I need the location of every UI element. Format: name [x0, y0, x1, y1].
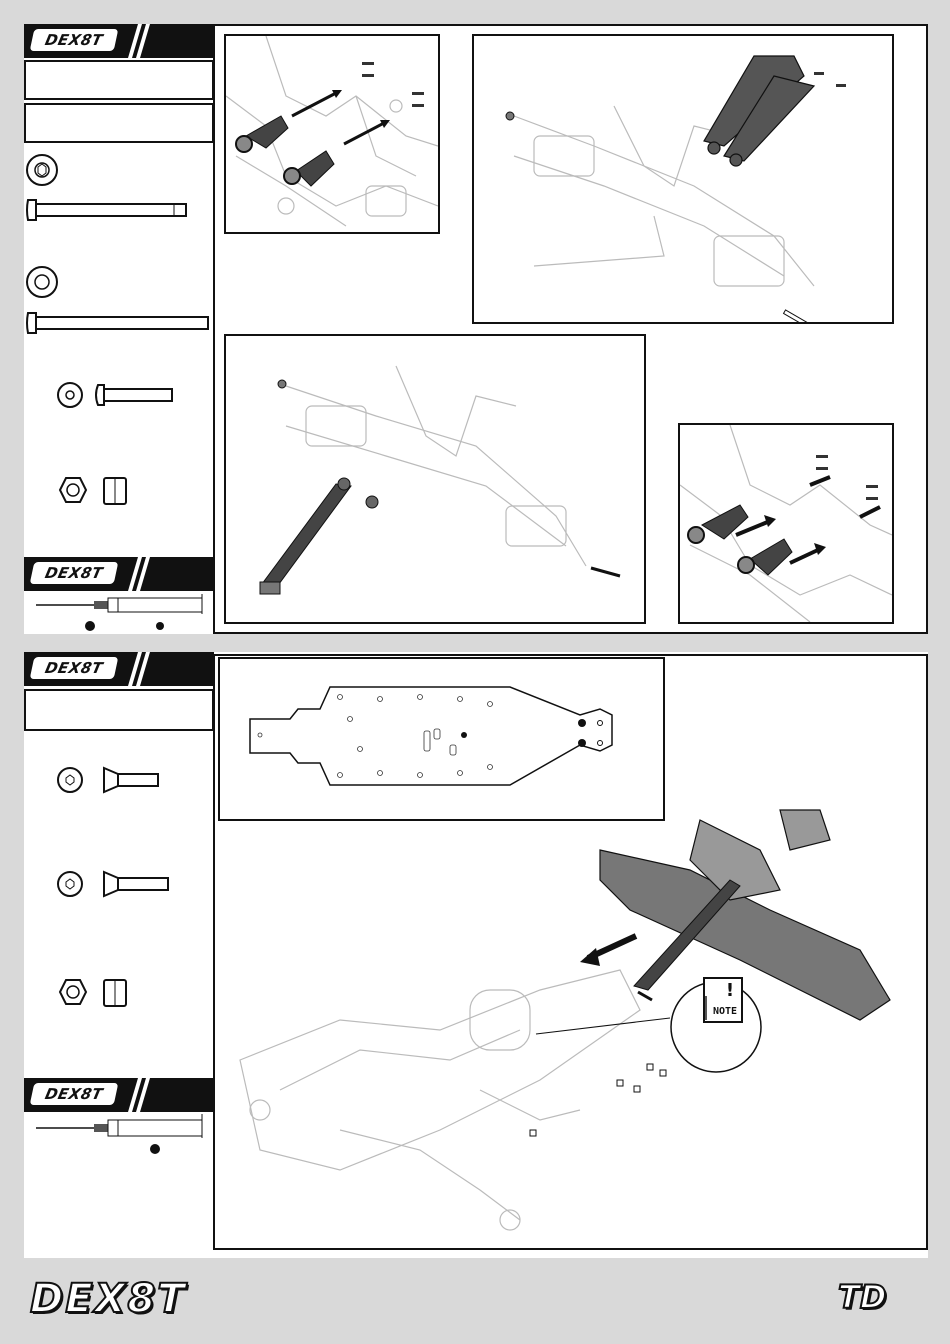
tool-logo-bar-2: [24, 1078, 214, 1112]
countersunk-screw-icon-2: [58, 872, 168, 896]
nut-icon: [60, 980, 126, 1006]
bracket-icon: [688, 505, 792, 575]
note-exclaim: !: [725, 980, 735, 1001]
parts-list-2: [24, 740, 214, 1070]
nut-icon: [60, 478, 126, 504]
note-label: NOTE: [712, 1006, 738, 1017]
tool-logo: DEX8T: [30, 562, 119, 584]
bracket-icon: [236, 116, 334, 186]
link-arm-icon: [704, 56, 814, 166]
step-d-illustration: [680, 425, 892, 622]
rod-icon: [260, 478, 378, 594]
small-washer-screw-icon: [58, 383, 172, 407]
hex-driver-icon: [24, 592, 214, 634]
part-label-box-3: [24, 689, 214, 731]
step-panel-c: [224, 334, 646, 624]
footer-brand-logo: DEX8T: [30, 1276, 187, 1322]
note-callout: [671, 978, 761, 1072]
header-logo-bar-2: [24, 652, 214, 686]
parts-list-1: [24, 145, 214, 555]
longer-screw-icon: [27, 313, 208, 333]
logo-stripes: [128, 1078, 158, 1112]
washer-icon-2: [27, 267, 57, 297]
step-panel-d: [678, 423, 894, 624]
maker-mark-logo: TD: [838, 1278, 887, 1316]
header-logo: DEX8T: [30, 657, 119, 679]
part-label-box-2: [24, 103, 214, 143]
part-label-box-1: [24, 60, 214, 100]
step-c-illustration: [226, 336, 644, 622]
logo-stripes: [128, 24, 158, 58]
hex-driver-icon: [24, 1112, 214, 1162]
step-b-illustration: [474, 36, 892, 322]
tool-logo-bar: [24, 557, 214, 591]
long-screw-icon: [27, 200, 186, 220]
assembly-illustration: [220, 790, 920, 1245]
step-panel-a: [224, 34, 440, 234]
screw-icon: [530, 1064, 666, 1136]
step-a-illustration: [226, 36, 438, 232]
step-panel-b: [472, 34, 894, 324]
tool-logo: DEX8T: [30, 1083, 119, 1105]
countersunk-screw-icon: [58, 768, 158, 792]
header-logo-bar: [24, 24, 214, 58]
logo-stripes: [128, 652, 158, 686]
logo-stripes: [128, 557, 158, 591]
washer-icon: [27, 155, 57, 185]
header-logo: DEX8T: [30, 29, 119, 51]
